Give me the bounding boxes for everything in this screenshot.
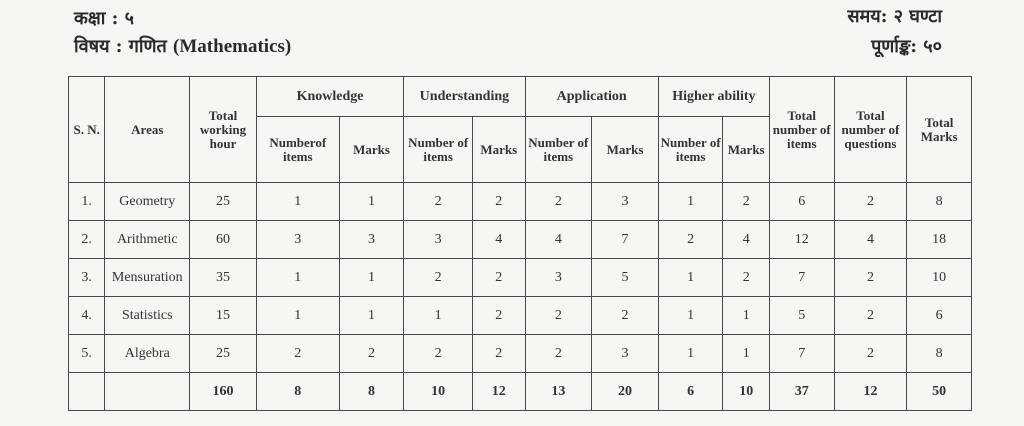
cell-h-items: 1 <box>658 183 723 221</box>
header-h-marks: Marks <box>723 117 769 183</box>
cell-k-items: 8 <box>256 373 339 411</box>
cell-a-items: 2 <box>525 183 592 221</box>
cell-a-marks: 2 <box>592 297 659 335</box>
cell-area: Geometry <box>105 183 190 221</box>
cell-k-items: 1 <box>256 259 339 297</box>
cell-a-marks: 3 <box>592 335 659 373</box>
cell-k-items: 1 <box>256 297 339 335</box>
subject-label <box>74 34 291 58</box>
cell-k-marks: 2 <box>339 335 404 373</box>
cell-total-items: 7 <box>769 335 834 373</box>
cell-h-marks: 2 <box>723 259 769 297</box>
cell-a-items: 3 <box>525 259 592 297</box>
cell-total-questions: 2 <box>834 297 907 335</box>
header-a-items: Number of items <box>525 117 592 183</box>
cell-area: Arithmetic <box>105 221 190 259</box>
cell-total-questions: 2 <box>834 259 907 297</box>
cell-area: Algebra <box>105 335 190 373</box>
cell-u-marks: 12 <box>472 373 525 411</box>
time-label: समय: २ घण्टा <box>847 6 942 27</box>
header-h-items: Number of items <box>658 117 723 183</box>
cell-total-marks: 18 <box>907 221 972 259</box>
header-k-marks: Marks <box>339 117 404 183</box>
header-u-items: Number of items <box>404 117 473 183</box>
cell-k-items: 2 <box>256 335 339 373</box>
header-areas: Areas <box>105 77 190 183</box>
cell-total-marks: 8 <box>907 335 972 373</box>
cell-total-items: 37 <box>769 373 834 411</box>
cell-hours: 35 <box>190 259 257 297</box>
table-row <box>69 259 972 297</box>
cell-u-items: 2 <box>404 183 473 221</box>
cell-sn: 4. <box>69 297 105 335</box>
cell-k-marks: 1 <box>339 297 404 335</box>
header-sn: S. N. <box>69 77 105 183</box>
cell-a-marks: 3 <box>592 183 659 221</box>
cell-total-items: 12 <box>769 221 834 259</box>
cell-hours: 25 <box>190 183 257 221</box>
full-marks-label: पूर्णाङ्क: ५० <box>871 36 942 57</box>
cell-hours: 160 <box>190 373 257 411</box>
class-label: कक्षा : ५ <box>74 8 134 29</box>
cell-total-items: 6 <box>769 183 834 221</box>
cell-total-questions: 2 <box>834 183 907 221</box>
subject-prefix: विषय : गणित <box>74 36 167 57</box>
cell-area: Statistics <box>105 297 190 335</box>
specification-grid-table <box>68 76 972 411</box>
cell-k-items: 1 <box>256 183 339 221</box>
cell-h-items: 2 <box>658 221 723 259</box>
cell-u-items: 2 <box>404 335 473 373</box>
cell-a-items: 2 <box>525 335 592 373</box>
cell-a-items: 2 <box>525 297 592 335</box>
cell-h-marks: 10 <box>723 373 769 411</box>
cell-a-marks: 5 <box>592 259 659 297</box>
cell-u-items: 1 <box>404 297 473 335</box>
cell-h-items: 1 <box>658 297 723 335</box>
cell-u-items: 3 <box>404 221 473 259</box>
cell-a-marks: 20 <box>592 373 659 411</box>
header-understanding: Understanding <box>404 77 525 117</box>
cell-sn: 3. <box>69 259 105 297</box>
cell-u-items: 10 <box>404 373 473 411</box>
subject-english: (Mathematics) <box>173 36 292 57</box>
cell-u-marks: 2 <box>472 297 525 335</box>
cell-total-questions: 4 <box>834 221 907 259</box>
cell-sn: 2. <box>69 221 105 259</box>
table-row <box>69 335 972 373</box>
cell-area <box>105 373 190 411</box>
header-working-hour: Total working hour <box>190 77 257 183</box>
table-row <box>69 221 972 259</box>
header-application: Application <box>525 77 658 117</box>
cell-sn: 1. <box>69 183 105 221</box>
cell-hours: 15 <box>190 297 257 335</box>
cell-total-marks: 50 <box>907 373 972 411</box>
cell-a-items: 4 <box>525 221 592 259</box>
cell-total-items: 7 <box>769 259 834 297</box>
cell-h-items: 1 <box>658 259 723 297</box>
cell-u-items: 2 <box>404 259 473 297</box>
cell-k-marks: 1 <box>339 183 404 221</box>
cell-u-marks: 2 <box>472 259 525 297</box>
cell-hours: 25 <box>190 335 257 373</box>
header-u-marks: Marks <box>472 117 525 183</box>
cell-a-items: 13 <box>525 373 592 411</box>
header-higher-ability: Higher ability <box>658 77 769 117</box>
cell-h-marks: 2 <box>723 183 769 221</box>
cell-h-items: 1 <box>658 335 723 373</box>
cell-a-marks: 7 <box>592 221 659 259</box>
header-k-items: Numberof items <box>256 117 339 183</box>
header-total-marks: Total Marks <box>907 77 972 183</box>
cell-sn <box>69 373 105 411</box>
cell-k-marks: 3 <box>339 221 404 259</box>
cell-total-marks: 10 <box>907 259 972 297</box>
cell-total-marks: 6 <box>907 297 972 335</box>
cell-k-marks: 8 <box>339 373 404 411</box>
cell-total-questions: 2 <box>834 335 907 373</box>
cell-hours: 60 <box>190 221 257 259</box>
cell-h-marks: 1 <box>723 297 769 335</box>
cell-h-marks: 4 <box>723 221 769 259</box>
cell-total-items: 5 <box>769 297 834 335</box>
cell-u-marks: 2 <box>472 183 525 221</box>
header-total-items: Total number of items <box>769 77 834 183</box>
header-a-marks: Marks <box>592 117 659 183</box>
table-row <box>69 183 972 221</box>
cell-area: Mensuration <box>105 259 190 297</box>
table-row <box>69 297 972 335</box>
cell-total-questions: 12 <box>834 373 907 411</box>
cell-u-marks: 4 <box>472 221 525 259</box>
cell-h-items: 6 <box>658 373 723 411</box>
cell-k-marks: 1 <box>339 259 404 297</box>
totals-row <box>69 373 972 411</box>
header-knowledge: Knowledge <box>256 77 403 117</box>
cell-h-marks: 1 <box>723 335 769 373</box>
cell-k-items: 3 <box>256 221 339 259</box>
cell-total-marks: 8 <box>907 183 972 221</box>
cell-sn: 5. <box>69 335 105 373</box>
cell-u-marks: 2 <box>472 335 525 373</box>
header-total-questions: Total number of questions <box>834 77 907 183</box>
